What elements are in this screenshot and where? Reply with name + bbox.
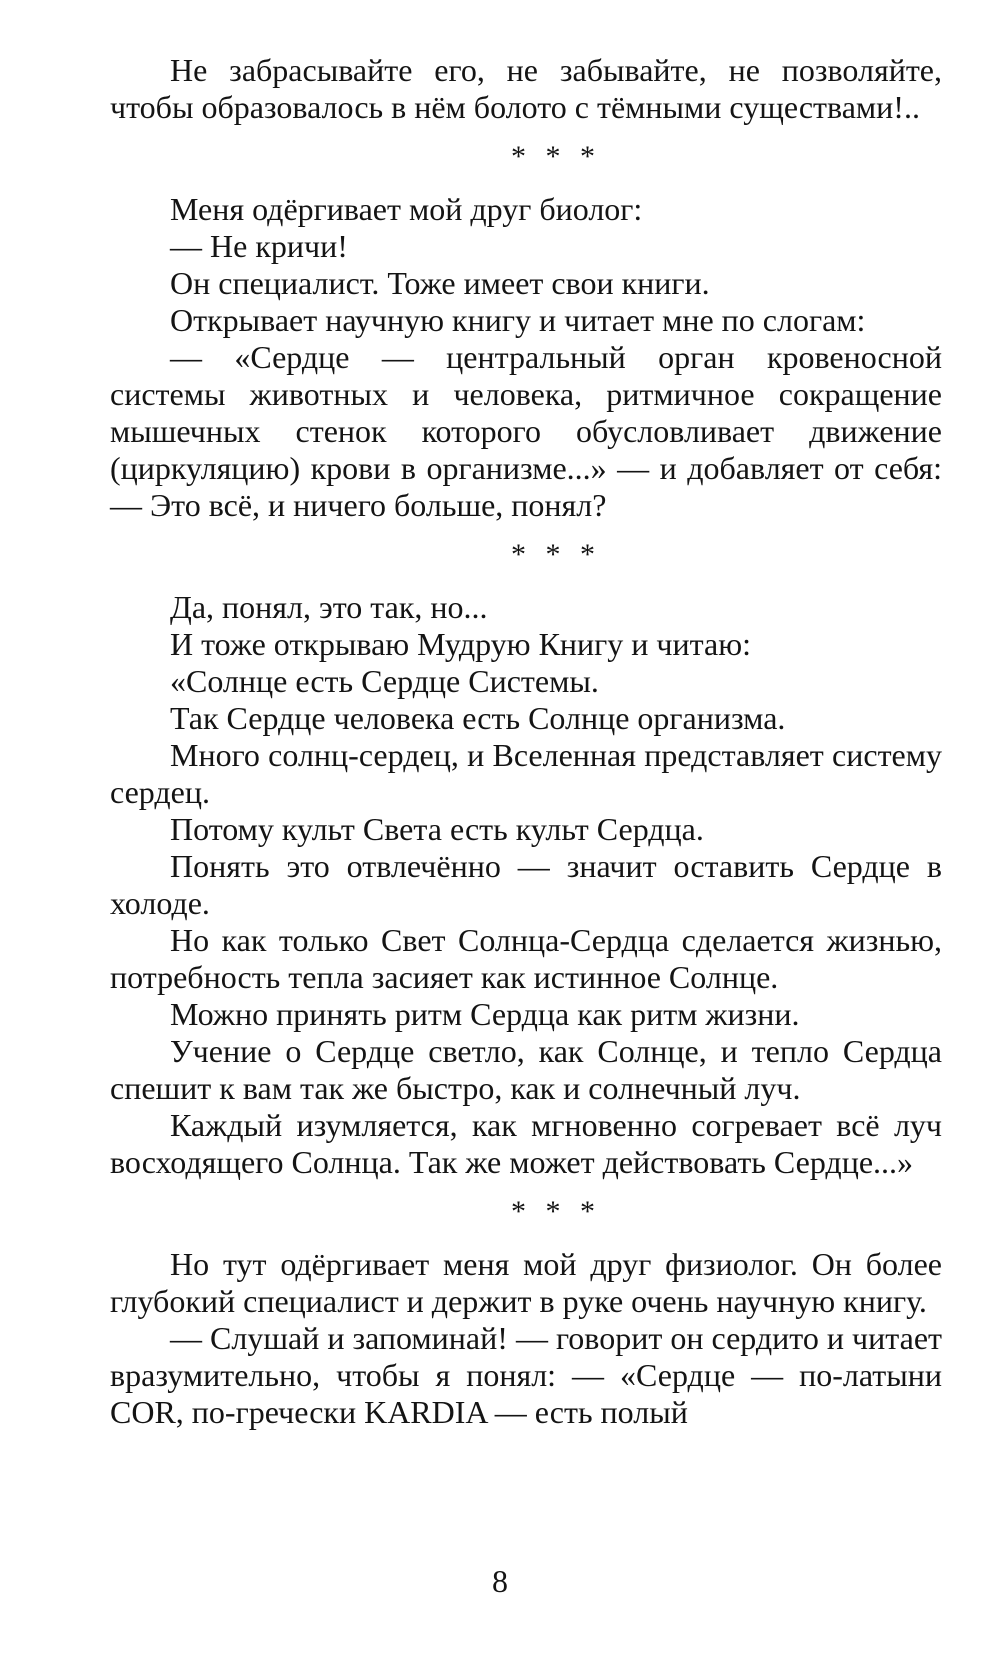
paragraph: Можно принять ритм Сердца как ритм жизни. — [170, 996, 800, 1032]
paragraph: Но как только Свет Солнца-Сердца сделается жизнью, потребность тепла засияет как истинное Солнце. — [110, 922, 942, 995]
paragraph: Он специалист. Тоже имеет свои книги. — [170, 265, 710, 301]
paragraph: Не забрасывайте его, не забывайте, не позволяйте, чтобы образовалось в нём болото с тёмными существами!.. — [110, 52, 942, 125]
section-divider: * * * — [511, 538, 601, 571]
paragraph: «Солнце есть Сердце Системы. — [170, 663, 599, 699]
paragraph: — Слушай и запоминай! — говорит он сердито и читает вразумительно, чтобы я понял: — «Сердце — по-латыни COR, по-гречески KARDIA — есть полый — [110, 1320, 942, 1430]
section-divider: * * * — [511, 1195, 601, 1228]
paragraph: Каждый изумляется, как мгновенно согревает всё луч восходящего Солнца. Так же может действовать Сердце...» — [110, 1107, 942, 1180]
section-divider: * * * — [511, 140, 601, 173]
page-number: 8 — [492, 1563, 508, 1599]
paragraph: Открывает научную книгу и читает мне по слогам: — [170, 302, 866, 338]
paragraph: Меня одёргивает мой друг биолог: — [170, 191, 643, 227]
paragraph: — «Сердце — центральный орган кровеносной системы животных и человека, ритмичное сокращение мышечных стенок которого обусловливает движение (циркуляцию) крови в организме...» — и добавляет от себя: — Это всё, и ничего больше, понял? — [110, 339, 942, 523]
paragraph: Да, понял, это так, но... — [170, 589, 488, 625]
paragraph: — Не кричи! — [170, 228, 348, 264]
paragraph: Понять это отвлечённо — значит оставить Сердце в холоде. — [110, 848, 942, 921]
text-column — [110, 52, 942, 1431]
paragraph: Но тут одёргивает меня мой друг физиолог. Он более глубокий специалист и держит в руке очень научную книгу. — [110, 1246, 942, 1319]
paragraph: Потому культ Света есть культ Сердца. — [170, 811, 704, 847]
paragraph: И тоже открываю Мудрую Книгу и читаю: — [170, 626, 752, 662]
paragraph: Так Сердце человека есть Солнце организма. — [170, 700, 786, 736]
paragraph: Много солнц-сердец, и Вселенная представляет систему сердец. — [110, 737, 942, 810]
paragraph: Учение о Сердце светло, как Солнце, и тепло Сердца спешит к вам так же быстро, как и солнечный луч. — [110, 1033, 942, 1106]
